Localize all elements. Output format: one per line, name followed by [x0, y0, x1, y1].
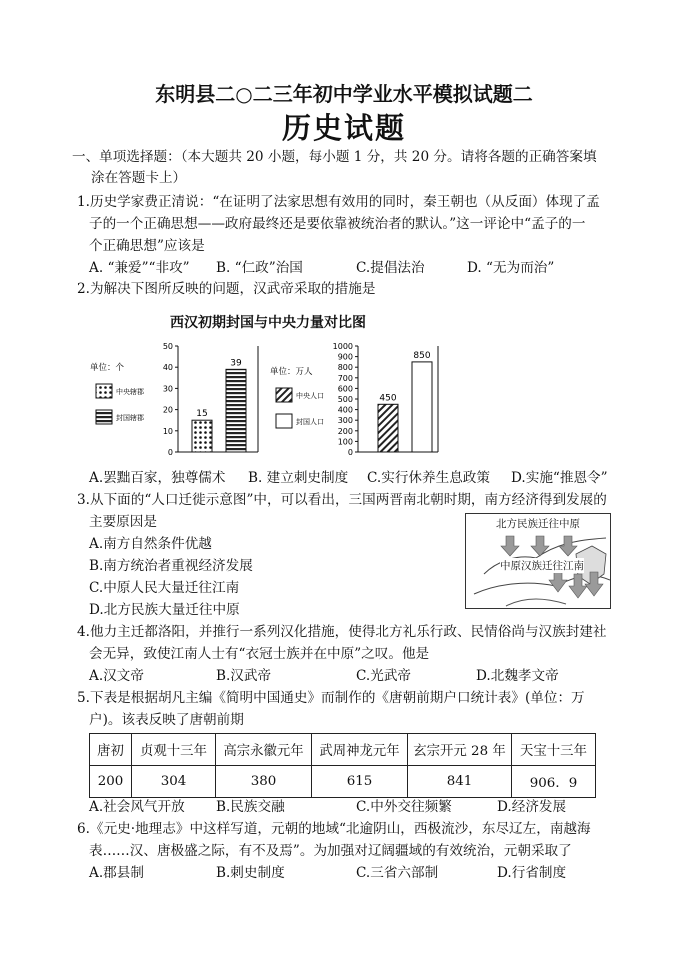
y-tick-label: 100 [337, 437, 353, 447]
bar [192, 420, 212, 452]
y-tick-label: 700 [337, 373, 353, 383]
y-tick-label: 0 [167, 448, 173, 457]
q2-option-b[interactable]: B. 建立刺史制度 [248, 470, 349, 486]
q2-option-c[interactable]: C.实行休养生息政策 [367, 470, 490, 486]
table-header-cell: 武周神龙元年 [312, 734, 408, 766]
q5-stem-line2: 户)。该表反映了唐朝前期 [89, 712, 244, 728]
q3-stem-line2: 主要原因是 [89, 514, 157, 530]
y-tick-label: 1000 [332, 342, 353, 351]
q4-stem-line1: 4.他力主迁都洛阳，并推行一系列汉化措施，使得北方礼乐行政、民情俗尚与汉族封建社 [77, 624, 607, 640]
q3-stem-line1: 3.从下面的“人口迁徙示意图”中，可以看出，三国两晋南北朝时期，南方经济得到发展的 [77, 492, 607, 508]
q2-stem: 2.为解决下图所反映的问题，汉武帝采取的措施是 [77, 281, 376, 297]
q2-option-d[interactable]: D.实施“推恩令” [511, 470, 608, 486]
q6-option-a[interactable]: A.郡县制 [89, 865, 144, 881]
q1-stem-line2: 子的一个正确思想——政府最终还是要依靠被统治者的默认。”这一评论中“孟子的一 [89, 216, 586, 232]
bar-value-label: 450 [379, 393, 397, 404]
q1-stem-line3: 个正确思想”应该是 [89, 238, 205, 254]
legend-swatch [276, 388, 292, 402]
table-header-cell: 高宗永徽元年 [216, 734, 312, 766]
bar-value-label: 850 [413, 350, 431, 361]
migration-map [465, 513, 611, 609]
bar-value-label: 15 [196, 409, 208, 420]
q6-option-b[interactable]: B.刺史制度 [216, 865, 285, 881]
y-tick-label: 20 [162, 405, 173, 415]
bar [378, 404, 398, 452]
section-instruction-line1: 一、单项选择题：（本大题共 20 小题，每小题 1 分，共 20 分。请将各题的正确答案填 [72, 149, 597, 165]
table-cell: 200 [90, 766, 132, 798]
q3-option-d[interactable]: D.北方民族大量迁往中原 [89, 602, 240, 618]
table-header-cell: 唐初 [90, 734, 132, 766]
table-cell: 304 [132, 766, 216, 798]
y-tick-label: 30 [162, 384, 173, 394]
legend-label: 中央辖郡 [116, 388, 144, 396]
legend-label: 中央人口 [296, 392, 324, 400]
household-table [89, 733, 596, 798]
chart-svg [88, 340, 648, 460]
q6-option-c[interactable]: C.三省六部制 [356, 865, 439, 881]
q4-stem-line2: 会无异，致使江南人士有“衣冠士族并在中原”之叹。他是 [89, 646, 430, 662]
legend-swatch [96, 384, 112, 398]
q2-option-a[interactable]: A.罢黜百家，独尊儒术 [89, 470, 226, 486]
table-cell: 906．9 [512, 766, 596, 798]
bar-value-label: 39 [230, 358, 242, 369]
subject-title: 历史试题 [281, 111, 406, 145]
q4-option-a[interactable]: A.汉文帝 [89, 668, 144, 684]
legend-label: 封国人口 [296, 418, 324, 426]
q5-option-c[interactable]: C.中外交往频繁 [356, 799, 452, 815]
table-cell: 380 [216, 766, 312, 798]
table-row [90, 766, 596, 798]
exam-title: 东明县二○二三年初中学业水平模拟试题二 [155, 82, 533, 106]
q1-option-c[interactable]: C.提倡法治 [356, 260, 425, 276]
q3-option-b[interactable]: B.南方统治者重视经济发展 [89, 558, 253, 574]
q5-option-d[interactable]: D.经济发展 [497, 799, 567, 815]
q1-option-d[interactable]: D. “无为而治” [467, 260, 555, 276]
q5-option-b[interactable]: B.民族交融 [216, 799, 285, 815]
y-tick-label: 300 [337, 416, 353, 426]
legend-swatch [276, 414, 292, 428]
y-tick-label: 0 [347, 448, 353, 457]
legend-label: 封国辖郡 [116, 414, 144, 422]
y-tick-label: 10 [162, 426, 173, 436]
section-instruction-line2: 涂在答题卡上） [91, 170, 187, 186]
q5-stem-line1: 5.下表是根据胡凡主编《简明中国通史》而制作的《唐朝前期户口统计表》(单位：万 [77, 690, 585, 706]
q6-option-d[interactable]: D.行省制度 [497, 865, 567, 881]
y-tick-label: 40 [162, 363, 173, 373]
unit-label: 单位：个 [90, 363, 125, 373]
y-tick-label: 50 [162, 342, 173, 351]
chart-title: 西汉初期封国与中央力量对比图 [170, 315, 366, 331]
bar [226, 369, 246, 452]
q3-option-c[interactable]: C.中原人民大量迁往江南 [89, 580, 240, 596]
q3-option-a[interactable]: A.南方自然条件优越 [89, 536, 212, 552]
table-header-row [90, 734, 596, 766]
y-tick-label: 800 [337, 363, 353, 373]
q1-stem-line1: 1.历史学家费正清说：“在证明了法家思想有效用的同时，秦王朝也（从反面）体现了孟 [77, 194, 600, 210]
map-label-south: 中原汉族迁往江南 [500, 560, 584, 572]
table-cell: 841 [408, 766, 512, 798]
y-tick-label: 200 [337, 426, 353, 436]
table-header-cell: 贞观十三年 [132, 734, 216, 766]
y-tick-label: 400 [337, 405, 353, 415]
q6-stem-line2: 表……汉、唐极盛之际，有不及焉”。为加强对辽阔疆域的有效统治，元朝采取了 [89, 843, 572, 859]
q5-option-a[interactable]: A.社会风气开放 [89, 799, 185, 815]
table-header-cell: 天宝十三年 [512, 734, 596, 766]
q1-option-b[interactable]: B. “仁政”治国 [216, 260, 303, 276]
table-cell: 615 [312, 766, 408, 798]
unit-label: 单位：万人 [270, 367, 313, 377]
table-header-cell: 玄宗开元 28 年 [408, 734, 512, 766]
q4-option-c[interactable]: C.光武帝 [356, 668, 412, 684]
q4-option-d[interactable]: D.北魏孝文帝 [476, 668, 559, 684]
y-tick-label: 900 [337, 352, 353, 362]
legend-swatch [96, 410, 112, 424]
y-tick-label: 600 [337, 384, 353, 394]
q1-option-a[interactable]: A. “兼爱”“非攻” [89, 260, 190, 276]
y-tick-label: 500 [337, 395, 353, 404]
map-label-north: 北方民族迁往中原 [496, 518, 580, 530]
bar [412, 362, 432, 452]
q6-stem-line1: 6.《元史·地理志》中这样写道，元朝的地域“北逾阴山，西极流沙，东尽辽左，南越海 [77, 821, 591, 837]
q4-option-b[interactable]: B.汉武帝 [216, 668, 272, 684]
